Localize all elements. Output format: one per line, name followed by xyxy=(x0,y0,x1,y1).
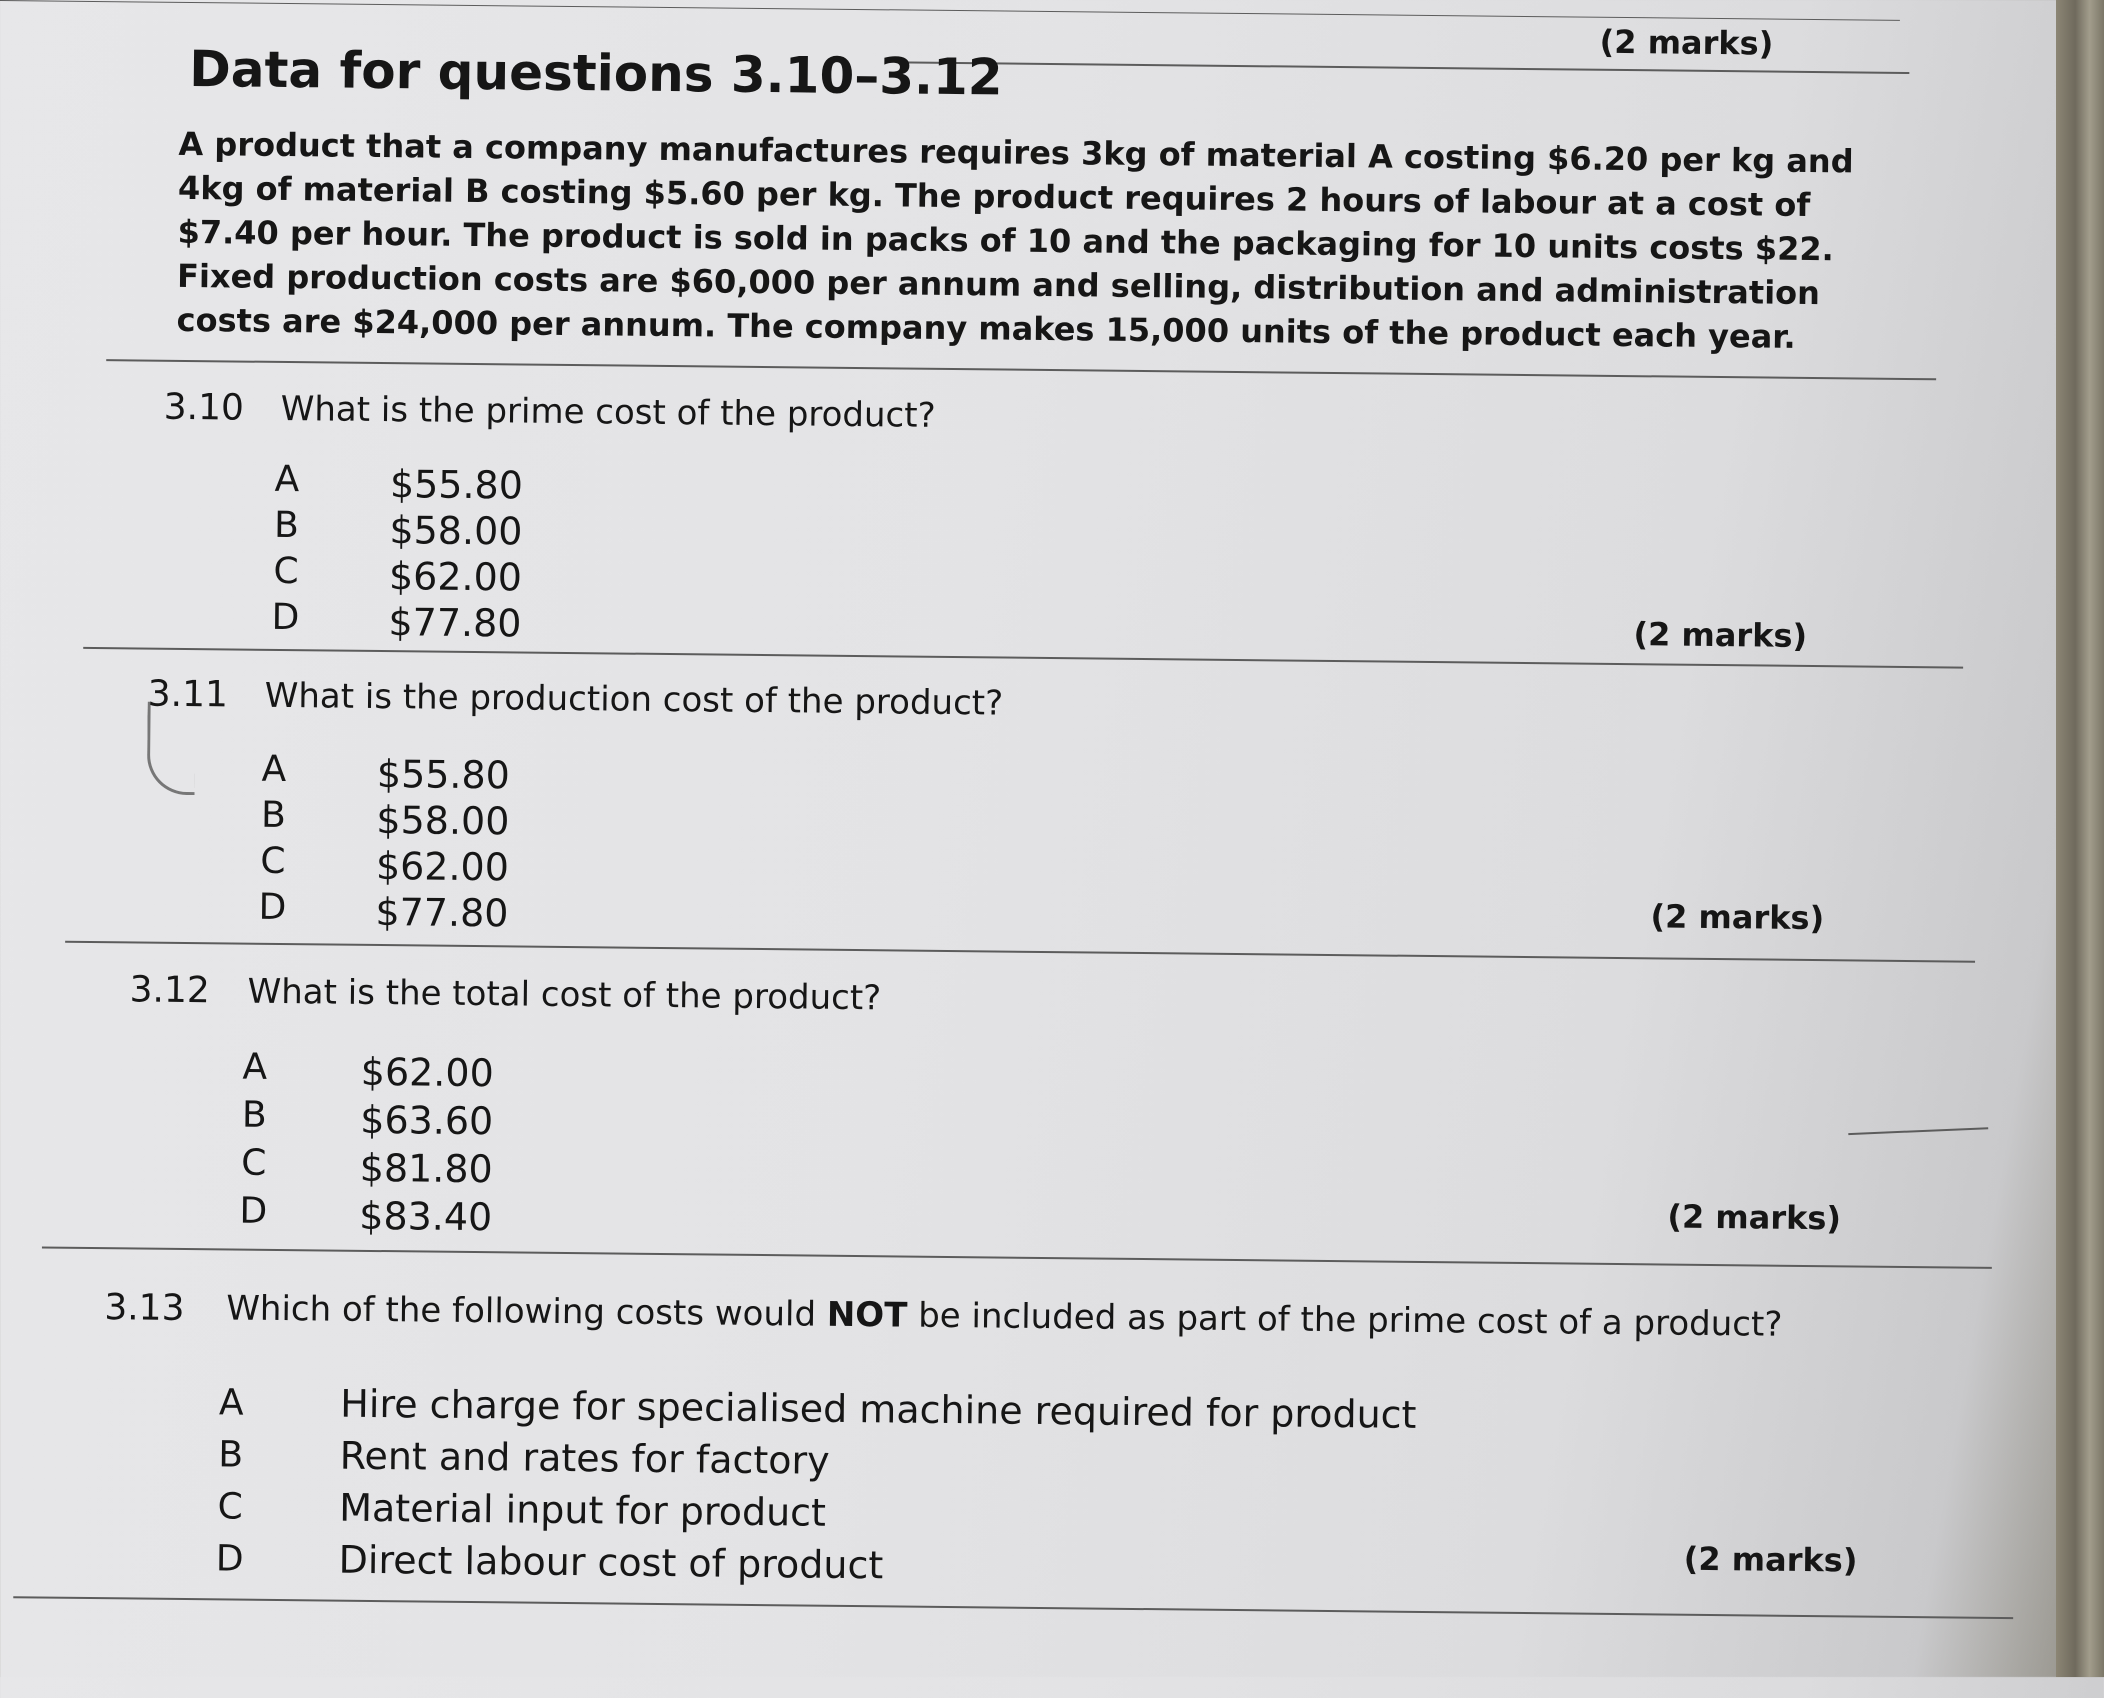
option-letter: C xyxy=(241,1142,267,1184)
option-letter: B xyxy=(218,1434,244,1476)
question-text: What is the prime cost of the product? xyxy=(280,388,936,436)
option-letter: A xyxy=(242,1046,268,1088)
option-letter: D xyxy=(271,596,300,639)
option-a[interactable]: Hire charge for specialised machine required for product xyxy=(340,1381,1417,1437)
option-letter: A xyxy=(261,748,287,791)
option-c[interactable]: Material input for product xyxy=(339,1485,827,1535)
pen-line xyxy=(1848,1127,1988,1135)
option-letter: B xyxy=(260,794,287,837)
option-letter: D xyxy=(258,886,287,929)
top-marks: (2 marks) xyxy=(1599,22,1774,63)
option-letter: A xyxy=(274,458,300,501)
question-number: 3.10 xyxy=(163,386,245,429)
question-text: What is the production cost of the product? xyxy=(264,675,1004,724)
question-text: Which of the following costs would NOT be included as part of the prime cost of a product? xyxy=(226,1288,1783,1345)
option-a[interactable]: $62.00 xyxy=(360,1049,494,1096)
top-divider xyxy=(0,0,1900,21)
pen-mark xyxy=(147,702,196,795)
question-number: 3.11 xyxy=(147,673,229,716)
option-d[interactable]: $77.80 xyxy=(388,600,522,646)
option-letter: C xyxy=(260,840,286,883)
background-fabric xyxy=(2056,0,2104,1677)
divider xyxy=(13,1596,2013,1619)
option-b[interactable]: Rent and rates for factory xyxy=(339,1433,830,1483)
divider xyxy=(65,941,1975,963)
question-number: 3.13 xyxy=(104,1287,185,1330)
divider xyxy=(106,359,1936,380)
option-a[interactable]: $55.80 xyxy=(376,751,511,798)
option-b[interactable]: $58.00 xyxy=(389,508,523,554)
divider xyxy=(899,61,1909,74)
option-d[interactable]: Direct labour cost of product xyxy=(338,1537,884,1588)
option-b[interactable]: $63.60 xyxy=(360,1097,494,1144)
option-letter: C xyxy=(217,1486,244,1528)
data-paragraph: A product that a company manufactures requires 3kg of material A costing $6.20 per kg and 4kg of material B costing $5.60 per kg. The product requires 2 hours of labour at a cost of $7.40 per hour. The product is sold in packs of 10 and the packaging for 10 units costs $22. Fixed production costs are $60,000 per annum and selling, distribution and administration costs are $24,000 per annum. The company makes 15,000 units of the product each year. xyxy=(176,124,1854,356)
question-marks: (2 marks) xyxy=(1633,615,1808,655)
option-c[interactable]: $81.80 xyxy=(359,1145,493,1192)
option-letter: B xyxy=(273,504,300,547)
question-marks: (2 marks) xyxy=(1650,897,1825,938)
data-heading: Data for questions 3.10–3.12 xyxy=(188,39,1003,107)
option-c[interactable]: $62.00 xyxy=(388,554,523,600)
option-c[interactable]: $62.00 xyxy=(375,843,510,890)
option-letter: D xyxy=(215,1538,244,1580)
option-letter: C xyxy=(273,550,299,593)
question-marks: (2 marks) xyxy=(1667,1197,1842,1238)
option-letter: B xyxy=(241,1094,267,1136)
option-a[interactable]: $55.80 xyxy=(389,462,524,508)
option-letter: A xyxy=(218,1382,244,1424)
option-d[interactable]: $77.80 xyxy=(375,889,509,936)
option-d[interactable]: $83.40 xyxy=(359,1193,493,1240)
question-number: 3.12 xyxy=(129,969,211,1012)
question-marks: (2 marks) xyxy=(1683,1539,1858,1580)
option-b[interactable]: $58.00 xyxy=(376,797,510,844)
option-letter: D xyxy=(239,1190,268,1232)
question-text: What is the total cost of the product? xyxy=(247,971,882,1019)
divider xyxy=(42,1247,1992,1269)
